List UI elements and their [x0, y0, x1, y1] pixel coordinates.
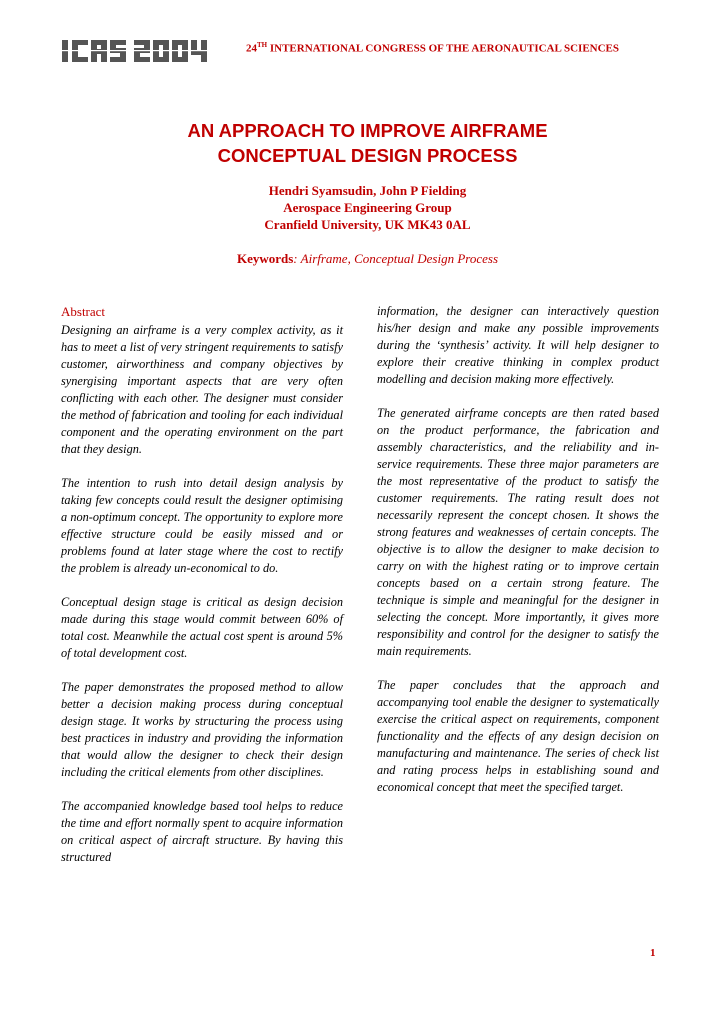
paper-title-line-1: AN APPROACH TO IMPROVE AIRFRAME	[187, 120, 548, 141]
conference-header	[246, 41, 666, 55]
abstract-paragraph: The generated airframe concepts are then rated based on the product performance, the fabrication and assembly characteristics, and the reliability and in-service requirements. These three major parameters are the most representative of the product to satisfy the customer requirements. The rating result does not necessarily represent the concept chosen. It shows the strong features and weaknesses of certain concepts. The objective is to allow the designer to make decision to carry on with the highest rating or to improve certain concepts based on a certain strong feature. The technique is simple and meaningful for the designer in selecting the concept. More importantly, it gives more responsibility and control for the designer to satisfy the main requirements.	[377, 406, 659, 658]
keywords-line	[80, 251, 655, 267]
author-group: Aerospace Engineering Group	[283, 200, 452, 215]
abstract-paragraph: The paper demonstrates the proposed method to allow better a decision making process during conceptual design stage. It works by structuring the process using best practices in industry and providing the information that would allow the designer to check their design including the critical elements from other disciplines.	[61, 680, 343, 779]
right-column	[377, 303, 659, 813]
author-names: Hendri Syamsudin, John P Fielding	[268, 183, 467, 198]
abstract-heading: Abstract	[61, 304, 106, 319]
abstract-paragraph: Conceptual design stage is critical as design decision made during this stage would commit between 60% of total cost. Meanwhile the actual cost spent is around 5% of total development cost.	[61, 595, 343, 660]
paper-title-line-2: CONCEPTUAL DESIGN PROCESS	[217, 145, 518, 166]
abstract-paragraph: information, the designer can interactively question his/her design and make any possible improvements during the ‘synthesis’ activity. It will help designer to explore their creative thinking in complex product modelling and decision making more effectively.	[377, 304, 659, 386]
keywords-label: Keywords	[236, 251, 294, 266]
keywords-text: : Airframe, Conceptual Design Process	[293, 251, 499, 266]
abstract-paragraph: The accompanied knowledge based tool helps to reduce the time and effort normally spent to acquire information on critical aspect of aircraft structure. By having this structured	[61, 799, 343, 864]
conference-ordinal: 24	[246, 42, 257, 55]
conference-ordinal-suffix: TH	[257, 41, 268, 49]
abstract-paragraph: The intention to rush into detail design analysis by taking few concepts could result the designer optimising a non-optimum concept. The opportunity to explore more effective structure could be easily missed and or problems found at later stage where the cost to rectify the problem is already un-economical to do.	[61, 476, 343, 575]
abstract-paragraph: The paper concludes that the approach and accompanying tool enable the designer to systematically exercise the critical aspect on requirements, component functionality and the effects of any design decision on manufacturing and maintenance. The series of check list and rating process helps in establishing sound and economical concept that meet the specified target.	[377, 678, 659, 794]
page-number: 1	[650, 947, 656, 959]
conference-name: INTERNATIONAL CONGRESS OF THE AERONAUTICAL SCIENCES	[267, 42, 620, 55]
left-column	[61, 322, 343, 883]
icas-2004-logo	[62, 38, 218, 64]
abstract-paragraph: Designing an airframe is a very complex activity, as it has to meet a list of very stringent requirements to satisfy customer, airworthiness and company objectives by synergising important aspects that are very often conflicting with each other. The designer must consider the method of fabrication and tooling for each individual component and the operating environment on the part that they design.	[61, 323, 343, 456]
author-affiliation: Cranfield University, UK MK43 0AL	[264, 217, 471, 232]
